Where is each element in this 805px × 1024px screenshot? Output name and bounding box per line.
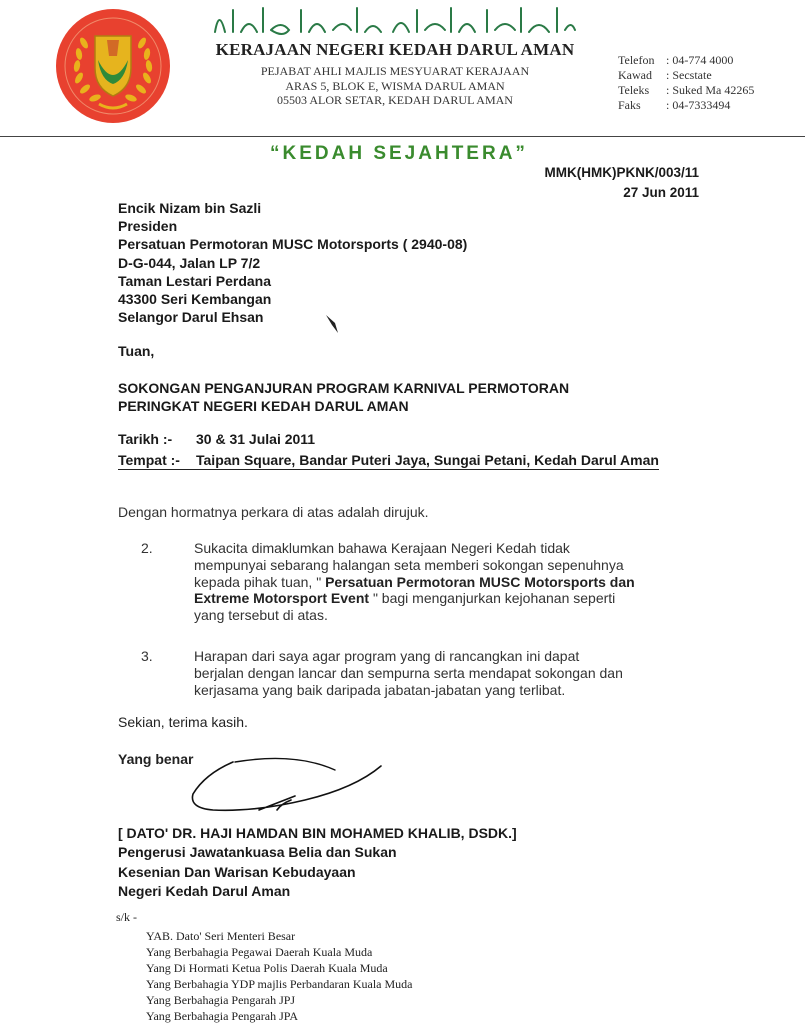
signer-title: Negeri Kedah Darul Aman	[118, 883, 291, 900]
event-venue-value: Taipan Square, Bandar Puteri Jaya, Sungai Petani, Kedah Darul Aman	[196, 452, 659, 468]
opening-paragraph: Dengan hormatnya perkara di atas adalah dirujuk.	[118, 504, 429, 520]
contact-value: : 04-774 4000	[666, 53, 734, 67]
contact-teleks	[618, 83, 754, 98]
contact-label: Telefon	[618, 53, 655, 67]
cc-item: YAB. Dato' Seri Menteri Besar	[146, 929, 296, 943]
contact-telefon	[618, 53, 733, 68]
event-venue-label: Tempat :-	[118, 452, 180, 468]
signer-title: Kesenian Dan Warisan Kebudayaan	[118, 863, 356, 880]
motto: “KEDAH SEJAHTERA”	[270, 143, 528, 164]
contact-value: : 04-7333494	[666, 98, 731, 112]
recipient-block	[118, 199, 467, 326]
cc-item: Yang Berbahagia Pengarah JPA	[146, 1009, 298, 1023]
recipient-line: 43300 Seri Kembangan	[118, 291, 272, 308]
recipient-line: Presiden	[118, 218, 178, 235]
paragraph-line	[194, 574, 696, 591]
subject-line: SOKONGAN PENGANJURAN PROGRAM KARNIVAL PERMOTORAN	[118, 380, 570, 396]
cc-label: s/k -	[116, 910, 137, 924]
contact-kawad	[618, 68, 712, 83]
subject-heading	[118, 379, 569, 415]
event-date	[118, 431, 315, 447]
letter-date: 27 Jun 2011	[623, 185, 699, 200]
closing-line: Sekian, terima kasih.	[118, 714, 248, 730]
recipient-line: Selangor Darul Ehsan	[118, 309, 264, 326]
paragraph-2	[194, 540, 696, 624]
signer-name: [ DATO' DR. HAJI HAMDAN BIN MOHAMED KHALIB, DSDK.]	[118, 825, 517, 841]
ink-mark-icon	[323, 313, 343, 335]
paragraph-line	[194, 590, 696, 607]
government-name: KERAJAAN NEGERI KEDAH DARUL AMAN	[215, 40, 575, 59]
contact-value: : Secstate	[666, 68, 712, 82]
letterhead-divider	[0, 136, 805, 137]
contact-faks	[618, 98, 730, 113]
paragraph-line: mempunyai sebarang halangan seta memberi sokongan sepenuhnya	[194, 556, 624, 573]
paragraph-number: 2.	[141, 540, 153, 556]
paragraph-line: berjalan dengan lancar dan sempurna serta mendapat sokongan dan	[194, 664, 623, 681]
address-line-3: 05503 ALOR SETAR, KEDAH DARUL AMAN	[277, 93, 513, 107]
event-date-label: Tarikh :-	[118, 431, 173, 447]
paragraph-text: kepada pihak tuan, "	[194, 573, 322, 590]
signer-block	[118, 824, 517, 902]
jawi-title	[205, 2, 580, 42]
cc-item: Yang Di Hormati Ketua Polis Daerah Kuala Muda	[146, 961, 388, 975]
paragraph-text: " bagi menganjurkan kejohanan seperti	[372, 590, 616, 607]
event-venue	[118, 452, 659, 470]
signature-icon	[185, 752, 385, 820]
organiser-name: Persatuan Permotoran MUSC Motorsports dan	[325, 573, 635, 590]
contact-label: Teleks	[618, 83, 650, 97]
recipient-line: D-G-044, Jalan LP 7/2	[118, 254, 261, 271]
subject-line: PERINGKAT NEGERI KEDAH DARUL AMAN	[118, 398, 409, 414]
cc-item: Yang Berbahagia Pegawai Daerah Kuala Muda	[146, 945, 373, 959]
recipient-line: Taman Lestari Perdana	[118, 272, 272, 289]
paragraph-line: yang tersebut di atas.	[194, 607, 328, 624]
paragraph-number: 3.	[141, 648, 153, 664]
contact-value: : Suked Ma 42265	[666, 83, 755, 97]
event-organiser: Extreme Motorsport Event	[194, 590, 370, 607]
salutation: Tuan,	[118, 343, 155, 359]
event-date-value: 30 & 31 Julai 2011	[196, 431, 316, 447]
paragraph-line: Harapan dari saya agar program yang di rancangkan ini dapat	[194, 648, 580, 664]
jawi-calligraphy-outline	[205, 2, 580, 42]
paragraph-3	[194, 648, 696, 698]
contact-label: Faks	[618, 98, 641, 112]
cc-list	[146, 928, 413, 1024]
sign-off: Yang benar	[118, 751, 194, 767]
recipient-line: Persatuan Permotoran MUSC Motorsports ( 2940-08)	[118, 236, 468, 253]
paragraph-line: Sukacita dimaklumkan bahawa Kerajaan Negeri Kedah tidak	[194, 540, 570, 556]
state-crest-logo	[55, 8, 171, 124]
reference-number: MMK(HMK)PKNK/003/11	[544, 165, 699, 180]
contact-label: Kawad	[618, 68, 652, 82]
recipient-line: Encik Nizam bin Sazli	[118, 200, 262, 216]
address-line-1: PEJABAT AHLI MAJLIS MESYUARAT KERAJAAN	[260, 64, 530, 78]
signer-title: Pengerusi Jawatankuasa Belia dan Sukan	[118, 844, 397, 861]
paragraph-line: kerjasama yang baik daripada jabatan-jabatan yang terlibat.	[194, 681, 566, 698]
cc-item: Yang Berbahagia Pengarah JPJ	[146, 993, 296, 1007]
address-line-2: ARAS 5, BLOK E, WISMA DARUL AMAN	[285, 79, 505, 93]
cc-item: Yang Berbahagia YDP majlis Perbandaran Kuala Muda	[146, 977, 413, 991]
